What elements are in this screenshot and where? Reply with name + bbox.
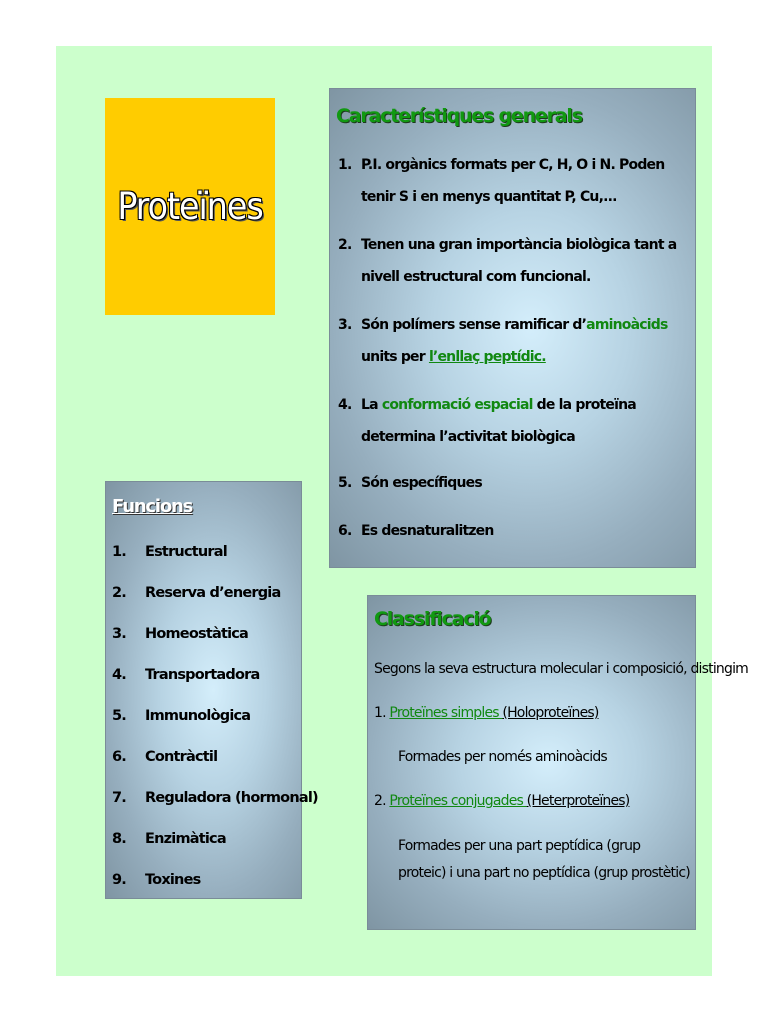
classification-panel bbox=[367, 595, 748, 930]
text-segment: Són polímers sense ramificar d’ bbox=[361, 317, 587, 333]
text-segment: de la proteïna determina l’activitat biològica bbox=[361, 397, 636, 445]
function-number: 1. bbox=[112, 544, 126, 560]
function-number: 2. bbox=[112, 585, 126, 601]
function-number: 3. bbox=[112, 626, 126, 642]
characteristic-number: 6. bbox=[338, 523, 352, 539]
characteristics-heading: Característiques generals bbox=[336, 105, 582, 127]
text-segment: units per bbox=[361, 349, 429, 365]
function-item bbox=[112, 622, 297, 646]
function-item bbox=[112, 868, 297, 892]
function-label: Enzimàtica bbox=[145, 831, 226, 847]
function-label: Reguladora (hormonal) bbox=[145, 790, 318, 806]
text-segment: Es desnaturalitzen bbox=[361, 523, 494, 539]
simple-proteins-desc: Formades per només aminoàcids bbox=[398, 749, 607, 765]
function-item bbox=[112, 745, 297, 769]
characteristic-number: 1. bbox=[338, 157, 352, 173]
function-number: 6. bbox=[112, 749, 126, 765]
characteristic-number: 3. bbox=[338, 317, 352, 333]
characteristic-number: 5. bbox=[338, 475, 352, 491]
function-number: 7. bbox=[112, 790, 126, 806]
conjugated-proteins-label: Proteïnes conjugades bbox=[389, 793, 527, 809]
function-item bbox=[112, 704, 297, 728]
function-item bbox=[112, 786, 318, 810]
function-item bbox=[112, 827, 297, 851]
function-item bbox=[112, 663, 297, 687]
characteristic-text bbox=[361, 515, 686, 547]
function-number: 5. bbox=[112, 708, 126, 724]
function-label: Transportadora bbox=[145, 667, 260, 683]
conjugated-proteins-line bbox=[374, 789, 629, 813]
characteristic-text bbox=[361, 389, 686, 453]
function-label: Reserva d’energia bbox=[145, 585, 281, 601]
highlight-term: conformació espacial bbox=[381, 397, 533, 413]
simple-proteins-num: 1. bbox=[374, 705, 386, 721]
classification-intro: Segons la seva estructura molecular i composició, distingim bbox=[374, 661, 748, 677]
text-segment: Són específiques bbox=[361, 475, 482, 491]
highlight-term: l’enllaç peptídic. bbox=[428, 349, 546, 365]
characteristics-panel bbox=[329, 88, 696, 568]
function-number: 8. bbox=[112, 831, 126, 847]
title-box bbox=[105, 98, 275, 315]
conjugated-proteins-desc: Formades per una part peptídica (grup proteic) i una part no peptídica (grup prostètic) bbox=[398, 838, 690, 881]
function-number: 4. bbox=[112, 667, 126, 683]
function-item bbox=[112, 540, 297, 564]
classification-heading: Classificació bbox=[374, 608, 491, 630]
functions-heading: Funcions bbox=[112, 496, 193, 517]
text-segment: Tenen una gran importància biològica tant a nivell estructural com funcional. bbox=[361, 237, 677, 285]
text-segment: P.I. orgànics formats per C, H, O i N. Poden tenir S i en menys quantitat P, Cu,... bbox=[361, 157, 665, 205]
function-item bbox=[112, 581, 297, 605]
characteristic-number: 2. bbox=[338, 237, 352, 253]
functions-panel bbox=[105, 481, 318, 899]
simple-proteins-paren: (Holoproteïnes) bbox=[502, 705, 599, 721]
conjugated-proteins-num: 2. bbox=[374, 793, 386, 809]
function-number: 9. bbox=[112, 872, 126, 888]
function-label: Contràctil bbox=[145, 749, 218, 765]
function-label: Toxines bbox=[145, 872, 201, 888]
characteristic-number: 4. bbox=[338, 397, 352, 413]
highlight-term: aminoàcids bbox=[586, 317, 668, 333]
characteristic-text bbox=[361, 229, 686, 293]
characteristic-text bbox=[361, 149, 686, 213]
simple-proteins-line bbox=[374, 701, 599, 725]
text-segment: La bbox=[361, 397, 382, 413]
function-label: Estructural bbox=[145, 544, 227, 560]
characteristic-text bbox=[361, 309, 686, 373]
conjugated-proteins-paren: (Heterproteïnes) bbox=[526, 793, 630, 809]
characteristic-text bbox=[361, 467, 686, 499]
function-label: Homeostàtica bbox=[145, 626, 249, 642]
page-title: Proteïnes bbox=[117, 185, 263, 228]
function-label: Immunològica bbox=[145, 708, 251, 724]
simple-proteins-label: Proteïnes simples bbox=[389, 705, 503, 721]
